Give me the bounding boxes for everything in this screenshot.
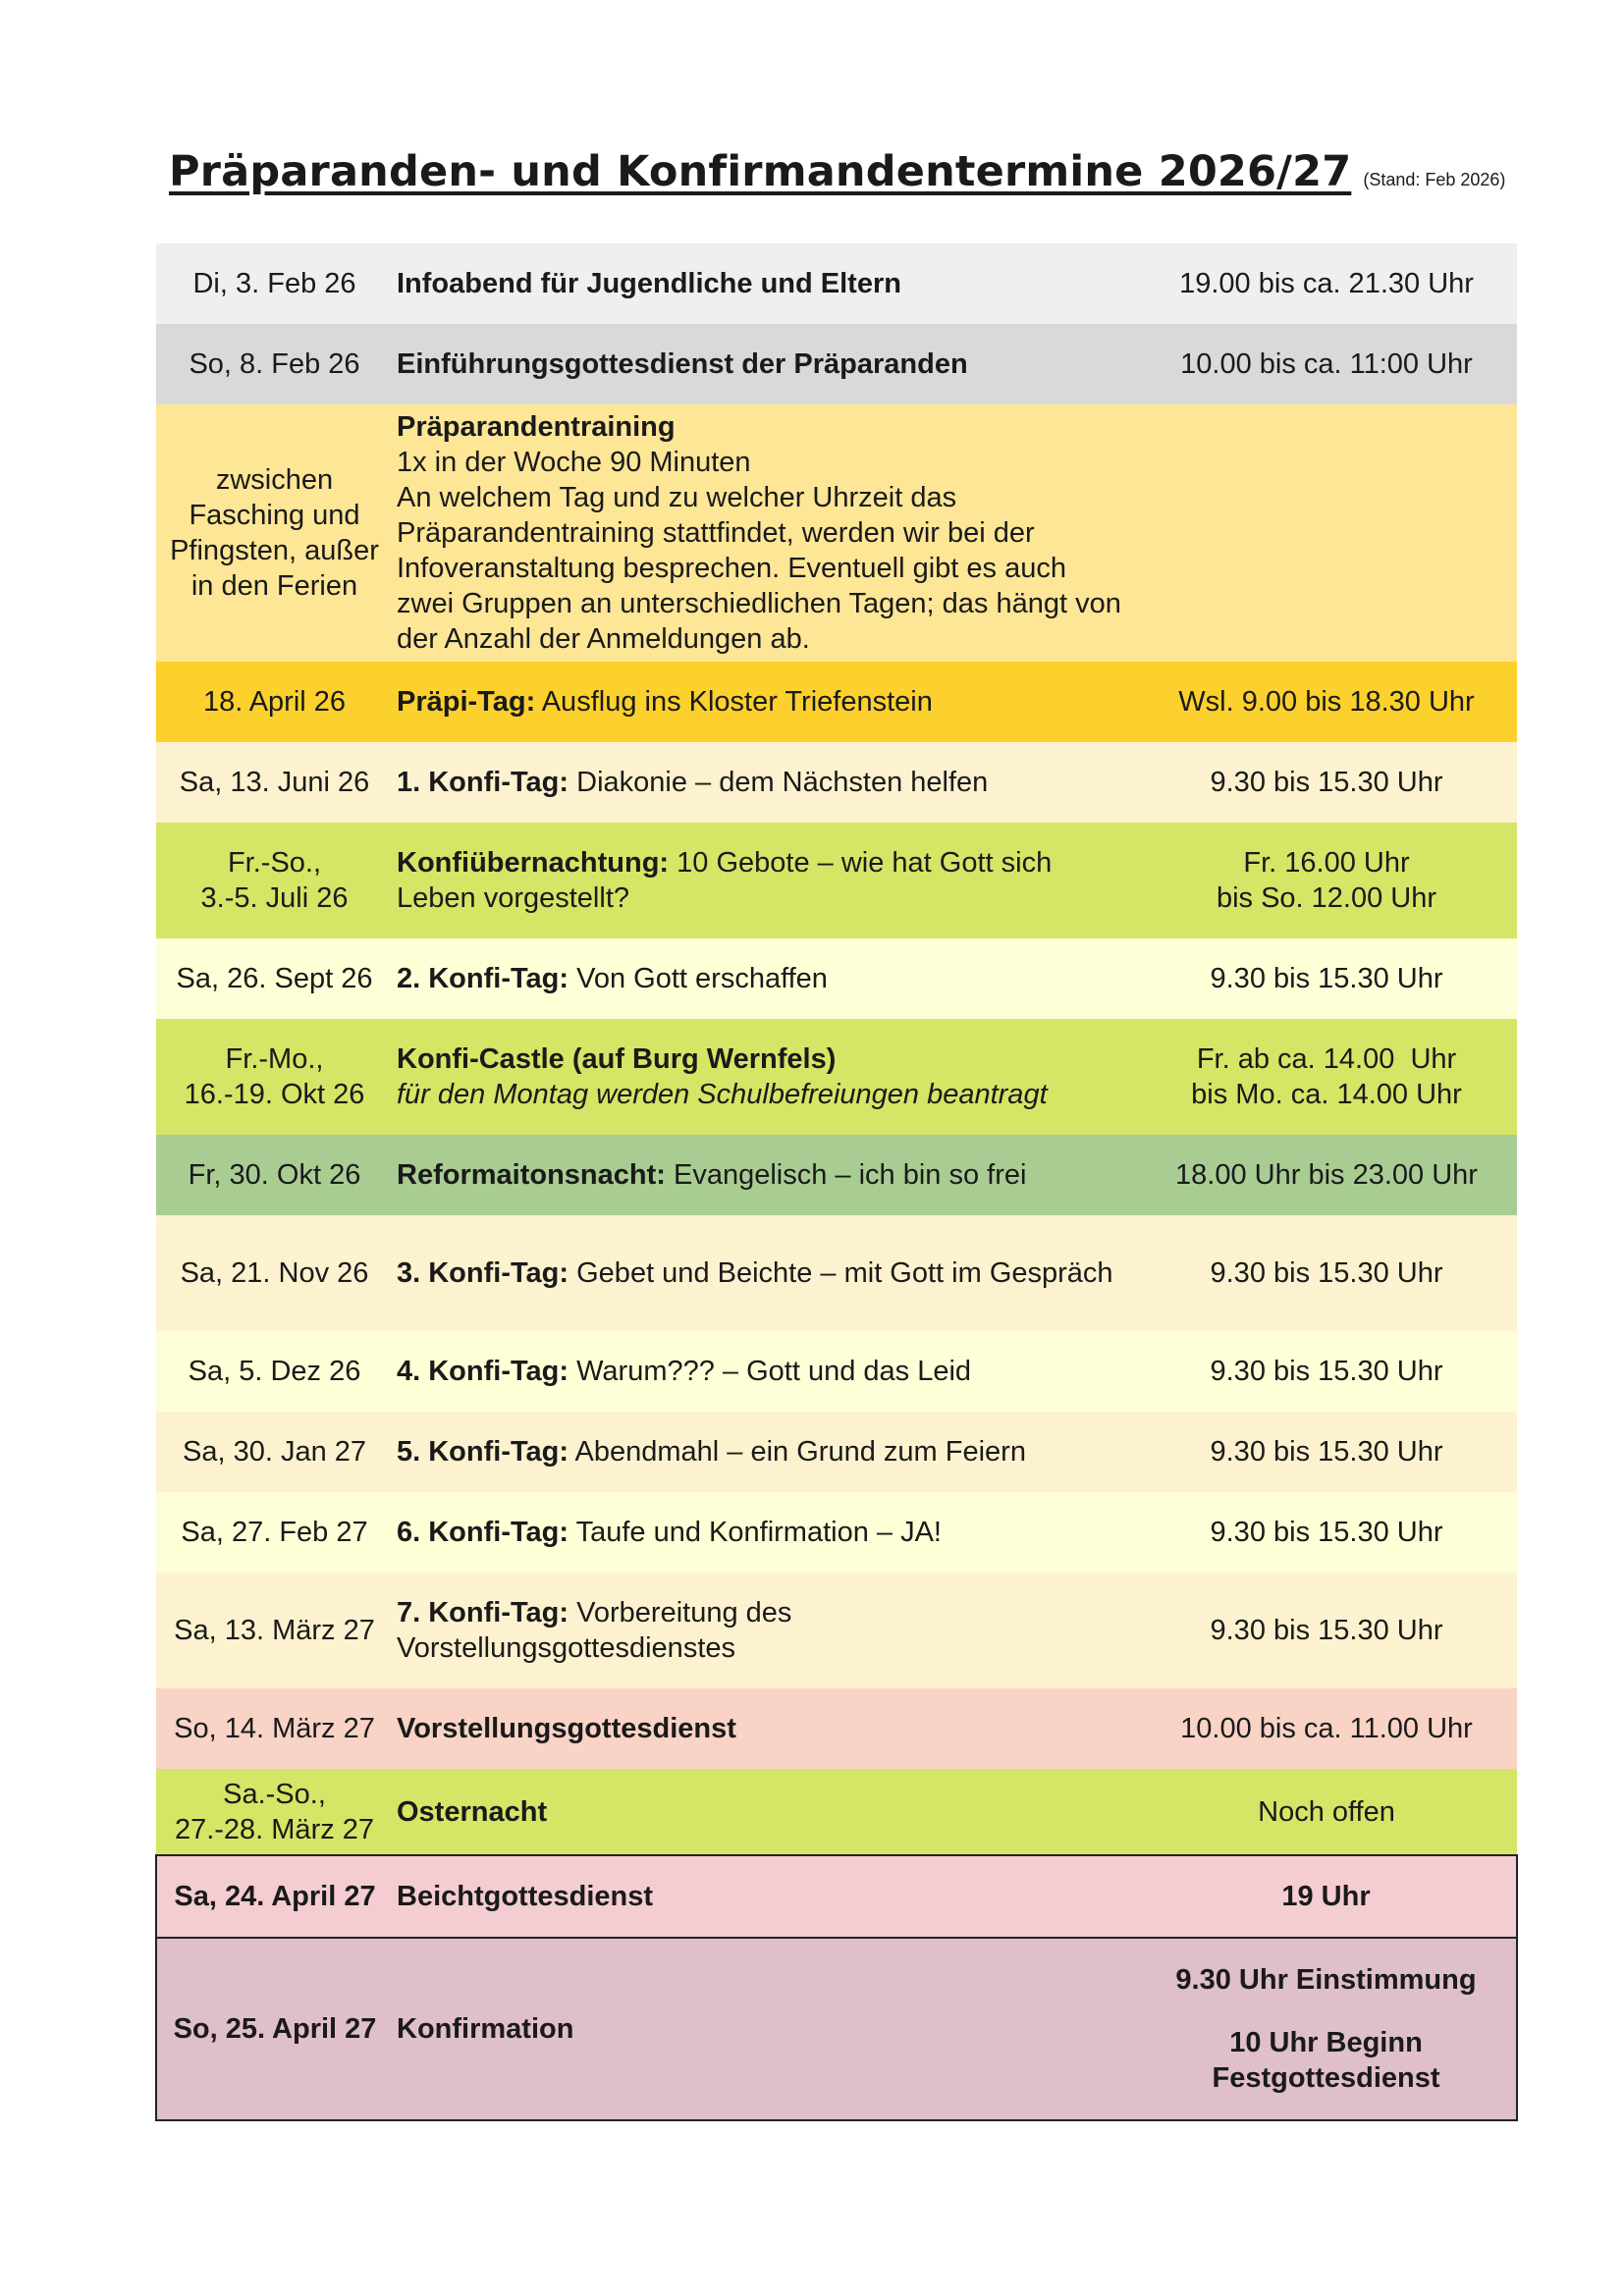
row-event-text: 10 Gebote – wie hat Gott sich Leben vorgestellt? — [397, 847, 1053, 914]
row-date-line: 3.-5. Juli 26 — [200, 882, 349, 914]
row-time: 18.00 Uhr bis 23.00 Uhr — [1175, 1159, 1478, 1191]
table-row — [156, 662, 1517, 742]
row-time: 19.00 bis ca. 21.30 Uhr — [1179, 268, 1474, 299]
row-date — [156, 1769, 393, 1855]
row-date: So, 14. März 27 — [174, 1713, 375, 1744]
row-time: 9.30 bis 15.30 Uhr — [1210, 767, 1443, 798]
row-date — [156, 1019, 393, 1135]
row-time — [1136, 404, 1517, 662]
row-time: 10.00 bis ca. 11.00 Uhr — [1180, 1713, 1473, 1744]
row-event-text: Evangelisch – ich bin so frei — [673, 1159, 1027, 1191]
row-event-title: Konfi-Castle (auf Burg Wernfels) — [397, 1043, 837, 1075]
row-time-line: Fr. ab ca. 14.00 Uhr — [1196, 1043, 1457, 1075]
schedule-table — [155, 243, 1518, 2121]
row-event — [393, 1573, 1136, 1688]
table-row — [156, 938, 1517, 1019]
row-event-title: Osternacht — [397, 1795, 548, 1828]
table-row — [156, 1331, 1517, 1412]
row-event-title: Präparandentraining — [397, 411, 676, 443]
row-time: 9.30 bis 15.30 Uhr — [1210, 1517, 1443, 1548]
row-event — [393, 662, 1136, 742]
row-time: 9.30 bis 15.30 Uhr — [1210, 1356, 1443, 1387]
row-event-text: Taufe und Konfirmation – JA! — [575, 1517, 942, 1548]
row-event-text: Von Gott erschaffen — [576, 963, 828, 994]
row-event-line: An welchem Tag und zu welcher Uhrzeit das Präparandentraining stattfindet, werden wir bei der Infoveranstaltung besprechen. Eventuell gibt es auch zwei Gruppen an unterschiedlichen Tagen; das hängt von der Anzahl der Anmeldungen ab. — [397, 482, 1121, 655]
row-event — [393, 1215, 1136, 1331]
table-row — [156, 404, 1517, 662]
row-time — [1136, 1938, 1517, 2120]
row-date: Sa, 24. April 27 — [156, 1855, 393, 1938]
row-time: 9.30 bis 15.30 Uhr — [1210, 1257, 1443, 1289]
row-date: So, 8. Feb 26 — [189, 348, 360, 380]
row-event-title: Infoabend für Jugendliche und Eltern — [397, 268, 901, 299]
row-date-line: Sa.-So., — [223, 1778, 326, 1810]
row-date — [156, 823, 393, 938]
row-time: Wsl. 9.00 bis 18.30 Uhr — [1178, 686, 1475, 718]
row-event-title: 7. Konfi-Tag: — [397, 1597, 569, 1629]
row-time-line: bis Mo. ca. 14.00 Uhr — [1191, 1079, 1462, 1110]
row-time: 9.30 bis 15.30 Uhr — [1210, 1436, 1443, 1468]
row-event-note: für den Montag werden Schulbefreiungen beantragt — [397, 1079, 1048, 1110]
row-event-title: Konfiübernachtung: — [397, 847, 670, 879]
row-event-line: 1x in der Woche 90 Minuten — [397, 447, 751, 478]
row-event-text: Vorbereitung des Vorstellungsgottesdienstes — [397, 1597, 792, 1664]
row-event — [393, 1135, 1136, 1215]
table-row — [156, 1412, 1517, 1492]
row-date: Di, 3. Feb 26 — [192, 268, 356, 299]
row-event-text: Warum??? – Gott und das Leid — [576, 1356, 972, 1387]
row-time: Noch offen — [1258, 1795, 1395, 1828]
row-event-text: Diakonie – dem Nächsten helfen — [576, 767, 989, 798]
row-date-line: Fr.-So., — [227, 847, 322, 879]
row-time-line: 9.30 Uhr Einstimmung — [1175, 1964, 1477, 1996]
row-date: Sa, 13. März 27 — [174, 1615, 375, 1646]
row-event — [393, 404, 1136, 662]
row-event-title: Konfirmation — [393, 1938, 1136, 2120]
row-event — [393, 938, 1136, 1019]
table-row — [156, 1769, 1517, 1855]
row-event-title: 1. Konfi-Tag: — [397, 767, 569, 798]
row-time-line: 10 Uhr Beginn — [1229, 2027, 1423, 2058]
row-event-title: Reformaitonsnacht: — [397, 1159, 666, 1191]
row-date: Sa, 27. Feb 27 — [181, 1517, 368, 1548]
row-time — [1136, 1019, 1517, 1135]
row-event-text: Abendmahl – ein Grund zum Feiern — [574, 1436, 1026, 1468]
row-date: 18. April 26 — [202, 686, 347, 718]
table-row — [156, 1492, 1517, 1573]
row-event-title: Vorstellungsgottesdienst — [397, 1713, 736, 1744]
table-row — [156, 1573, 1517, 1688]
row-date: Sa, 13. Juni 26 — [179, 767, 370, 798]
row-time-gap — [1144, 1998, 1508, 2025]
row-event-title: 2. Konfi-Tag: — [397, 963, 569, 994]
row-time-line: Fr. 16.00 Uhr — [1243, 847, 1410, 879]
table-row — [156, 243, 1517, 324]
row-event — [393, 1019, 1136, 1135]
row-date: Sa, 26. Sept 26 — [176, 963, 373, 994]
row-date: Sa, 30. Jan 27 — [182, 1436, 367, 1468]
row-time: 9.30 bis 15.30 Uhr — [1210, 1615, 1443, 1646]
row-time-line: bis So. 12.00 Uhr — [1216, 882, 1437, 914]
row-event-title: 6. Konfi-Tag: — [397, 1517, 569, 1548]
row-event-title: Einführungsgottesdienst der Präparanden — [397, 348, 968, 380]
row-time: 10.00 bis ca. 11:00 Uhr — [1180, 348, 1473, 380]
row-event — [393, 823, 1136, 938]
row-event-title: 3. Konfi-Tag: — [397, 1257, 569, 1289]
table-row — [156, 1938, 1517, 2120]
row-date-line: Fr.-Mo., — [225, 1043, 324, 1075]
row-event — [393, 742, 1136, 823]
table-row — [156, 1855, 1517, 1938]
row-time-line: Festgottesdienst — [1212, 2062, 1440, 2094]
row-event-title: 4. Konfi-Tag: — [397, 1356, 569, 1387]
table-row — [156, 742, 1517, 823]
row-time: 19 Uhr — [1136, 1855, 1517, 1938]
row-date: Sa, 5. Dez 26 — [188, 1356, 361, 1387]
row-date: So, 25. April 27 — [156, 1938, 393, 2120]
row-event — [393, 1492, 1136, 1573]
row-date: Fr, 30. Okt 26 — [188, 1159, 361, 1191]
row-time: 9.30 bis 15.30 Uhr — [1210, 963, 1443, 994]
row-event-text: Ausflug ins Kloster Triefenstein — [541, 686, 933, 718]
table-row — [156, 823, 1517, 938]
row-event-text: Gebet und Beichte – mit Gott im Gespräch — [576, 1257, 1113, 1289]
table-row — [156, 1688, 1517, 1769]
row-event — [393, 1412, 1136, 1492]
row-date-line: 27.-28. März 27 — [174, 1813, 375, 1845]
row-event-title: Präpi-Tag: — [397, 686, 536, 718]
row-event — [393, 1331, 1136, 1412]
table-row — [156, 324, 1517, 404]
header — [169, 147, 1505, 196]
row-date: Sa, 21. Nov 26 — [180, 1257, 369, 1289]
table-row — [156, 1135, 1517, 1215]
row-date: zwsichen Fasching und Pfingsten, außer in den Ferien — [170, 464, 379, 602]
row-event-title: 5. Konfi-Tag: — [397, 1436, 569, 1468]
stand-note: (Stand: Feb 2026) — [1363, 170, 1506, 189]
row-date-line: 16.-19. Okt 26 — [184, 1079, 365, 1110]
table-row — [156, 1019, 1517, 1135]
row-time — [1136, 823, 1517, 938]
table-row — [156, 1215, 1517, 1331]
page-title: Präparanden- und Konfirmandentermine 2026/27 — [169, 147, 1352, 196]
row-event-title: Beichtgottesdienst — [393, 1855, 1136, 1938]
